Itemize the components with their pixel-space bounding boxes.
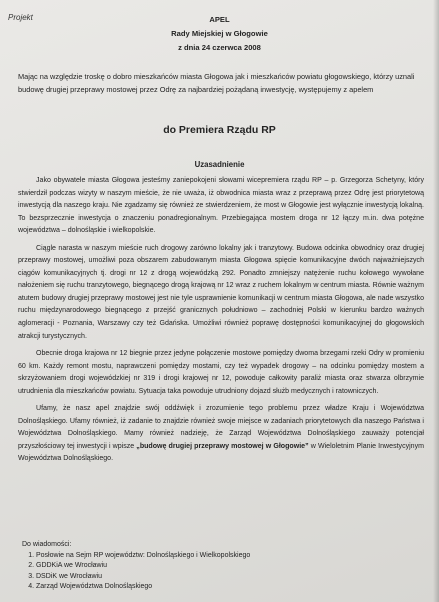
intro-text: Mając na względzie troskę o dobro mieszkańców miasta Głogowa jak i mieszkańców powiatu głogowskiego, którzy uznali budowę drugiej przeprawy mostowej przez Odrę za najbardziej pożądaną inwestycję, występujemy z apelem xyxy=(18,72,415,94)
paragraph-1: Jako obywatele miasta Głogowa jesteśmy zaniepokojeni słowami wicepremiera rządu RP – p. Grzegorza Schetyny, który stwierdził podczas wizyty w naszym mieście, że nie uważa, iż obwodnica miasta wraz z przeprawą przez Odrę jest priorytetową inwestycją dla naszego kraju. Nie zgadzamy się również ze stwierdzeniem, że most w Głogowie jest wyłącznie inwestycją lokalną. To bezsprzecznie inwestycja o znaczeniu ponadregionalnym. Przebiegająca mostem droga nr 12 łączy m.in. dwa potężne województwa – dolnośląskie i wielkopolskie. xyxy=(18,177,424,235)
paragraph-4 xyxy=(18,403,424,466)
paragraph-3: Obecnie droga krajowa nr 12 biegnie przez jedyne połączenie mostowe pomiędzy dwoma brzegami rzeki Odry w promieniu 60 km. Każdy remont mostu, naprawczeni pomiędzy mostami, czy też wypadek drogowy – na odcinku pomiędzy mostem a skrzyżowaniem drogi wojewódzkiej nr 319 i drogi krajowej nr 12, powoduje całkowity paraliż miasta oraz stwarza olbrzymie utrudnienia dla mieszkańców powiatu. Sytuacja taka powoduje utrudniony dojazd służb medycznych i ratowniczych. xyxy=(18,350,424,395)
recipients-list xyxy=(22,551,250,593)
recipients-heading: Do wiadomości: xyxy=(22,541,72,548)
header-apel: APEL xyxy=(209,15,230,24)
header-date: z dnia 24 czerwca 2008 xyxy=(178,43,261,52)
document-title: do Premiera Rządu RP xyxy=(163,124,276,136)
header-council: Rady Miejskiej w Głogowie xyxy=(171,29,268,38)
paragraph-4-text-a: Ufamy, że nasz apel znajdzie swój oddźwięk i zrozumienie tego problemu przez władze Kraju i Województwa Dolnośląskiego. Ufamy również, iż zadanie to znajdzie również swoje miejsce w zadaniach priorytetowych dla naszego Państwa i Województwa Dolnośląskiego. Mamy również nadzieję, że Zarząd Województwa Dolnośląskiego zauważy potencjał przyszłościowy tej inwestycji i wpisze xyxy=(18,405,424,450)
document-header xyxy=(0,13,439,55)
intro-paragraph xyxy=(18,70,422,96)
recipient-item: 4. Zarząd Województwa Dolnośląskiego xyxy=(36,582,250,593)
recipient-item: 1. Posłowie na Sejm RP województw: Dolnośląskiego i Wielkopolskiego xyxy=(36,551,250,562)
recipient-item: 2. GDDKiA we Wrocławiu xyxy=(36,561,250,572)
recipient-item: 3. DSDiK we Wrocławiu xyxy=(36,572,250,583)
justification-body xyxy=(18,175,424,471)
recipients-block xyxy=(22,540,250,593)
page-shadow-edge xyxy=(433,0,439,602)
draft-label: Projekt xyxy=(8,13,33,22)
paragraph-4-text-b: w Wieloletnim Planie Inwestycyjnym Województwa Dolnośląskiego. xyxy=(18,442,424,463)
paragraph-2: Ciągle narasta w naszym mieście ruch drogowy zarówno lokalny jak i tranzytowy. Budowa odcinka obwodnicy oraz drugiej przeprawy mostowej, umożliwi poza obszarem zabudowanym miasta Głogowa spięcie komunikacyjne dwóch najważniejszych ciągów komunikacyjnych tj. drogi nr 12 z drogą wojewódzką 292. Ponadto zmniejszy natężenie ruchu kołowego wywołane nałożeniem się ruchu tranzytowego, biegnącego drogą krajową nr 12 wraz z ruchem lokalnym w centrum miasta. Równie ważnym atutem budowy drugiej przeprawy mostowej jest nie tyle usprawnienie komunikacji w centrum miasta Głogowa, ale nade wszystko ruchu międzynarodowego biegnącego z przejść granicznych południowo – zachodniej Polski w kierunku bardzo ważnych aglomeracji - Poznania, Warszawy czy też Gdańska. Umożliwi również poprawę dostępności komunikacyjnej do głogowskich atrakcji turystycznych. xyxy=(18,244,424,340)
section-title: Uzasadnienie xyxy=(194,160,245,169)
paragraph-4-bold: „budowę drugiej przeprawy mostowej w Głogowie” xyxy=(136,442,309,450)
